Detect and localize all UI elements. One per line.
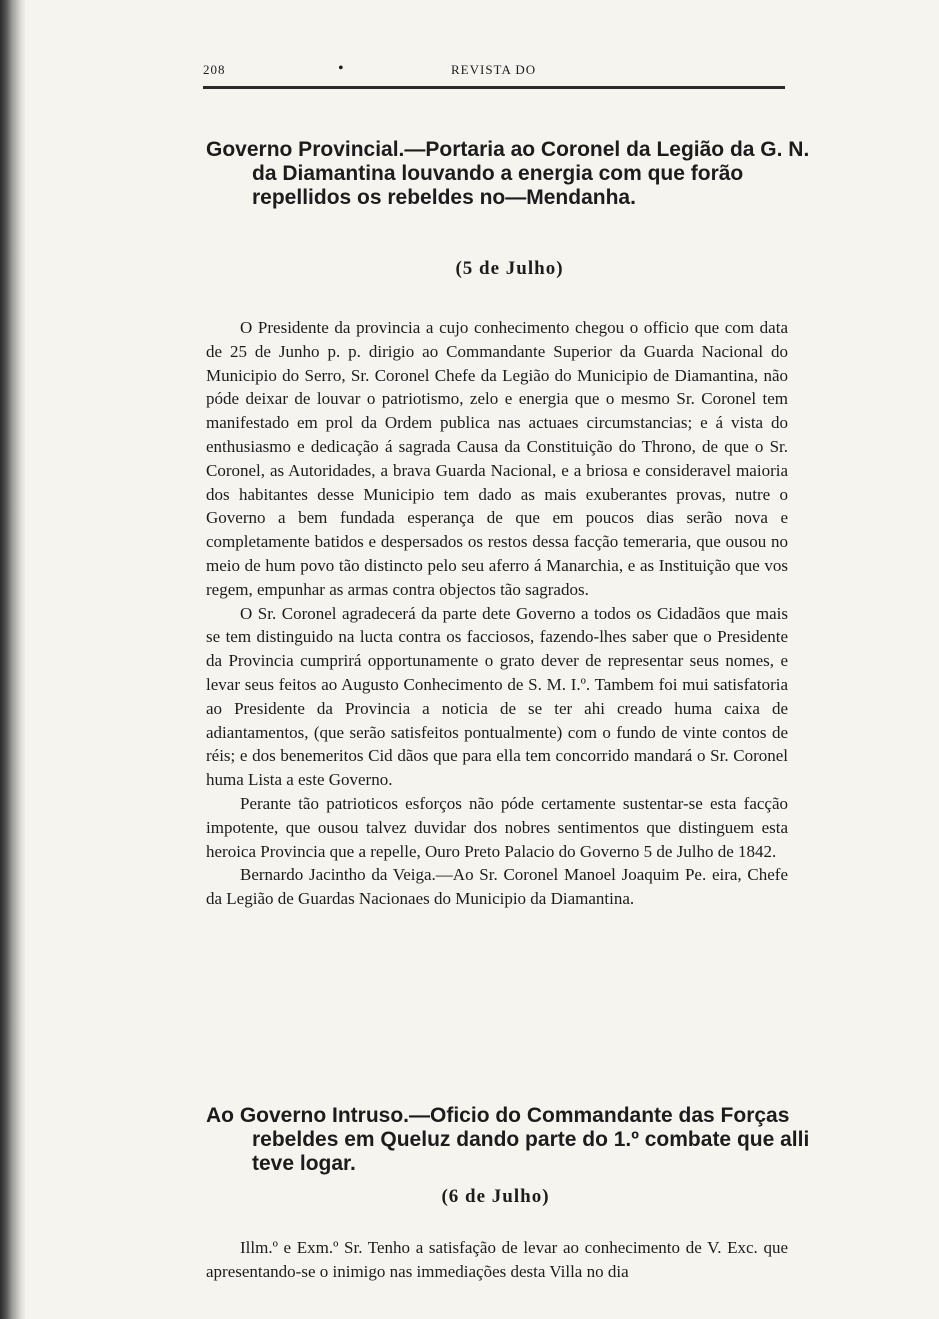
heading-lead: Ao Governo Intruso.: [206, 1104, 410, 1127]
paragraph: O Sr. Coronel agradecerá da parte dete Governo a todos os Cidadãos que mais se tem distinguido na lucta contra os facciosos, fazendo-lhes saber que o Presidente da Provincia cumprirá opportunamente o grato dever de representar seus nomes, e levar seus feitos ao Augusto Conhecimento de S. M. I.º. Tambem foi mui satisfatoria ao Presidente da Provincia a noticia de se ter ahi creado huma caixa de adiantamentos, (que serão satisfeitos pontualmente) com o fundo de vinte contos de réis; e dos benemeritos Cid dãos que para ella tem concorrido mandará o Sr. Coronel huma Lista a este Governo.: [206, 603, 788, 790]
page-number: 208: [203, 62, 226, 77]
running-title: REVISTA DO: [451, 62, 537, 77]
section-body: [206, 316, 788, 911]
paragraph: O Presidente da provincia a cujo conhecimento chegou o officio que com data de 25 de Junho p. p. dirigio ao Commandante Superior da Guarda Nacional do Municipio do Serro, Sr. Coronel Chefe da Legião do Municipio de Diamantina, não póde deixar de louvar o patriotismo, zelo e energia que o mesmo Sr. Coronel tem manifestado em prol da Ordem publica nas actuaes circumstancias; e á vista do enthusiasmo e dedicação á sagrada Causa da Constituição do Throno, de que o Sr. Coronel, as Autoridades, a brava Guarda Nacional, e a briosa e consideravel maioria dos habitantes desse Municipio tem dado as mais exuberantes provas, nutre o Governo a bem fundada esperança de que em poucos dias serão nova e completamente batidos e despersados os restos dessa facção temeraria, que ousou no meio de hum povo tão distincto pelo seu aferro á Manarchia, e as Instituição que vos regem, empunhar as armas contra objectos tão sagrados.: [206, 318, 788, 599]
page-header: [203, 62, 783, 82]
header-rule: [203, 86, 785, 89]
section-heading-governo-provincial: Governo Provincial.—Portaria ao Coronel da Legião da G. N. da Diamantina louvando a energia com que forão repellidos os rebeldes no—Mendanha.: [206, 138, 810, 209]
paragraph: Illm.º e Exm.º Sr. Tenho a satisfação de levar ao conhecimento de V. Exc. que apresentando-se o inimigo nas immediações desta Villa no dia: [206, 1238, 788, 1281]
section-date: (6 de Julho): [441, 1186, 550, 1207]
heading-rest: —Oficio do Commandante das Forças rebeldes em Queluz dando parte do 1.º combate que alli teve logar.: [252, 1104, 810, 1175]
section-body: [206, 1236, 788, 1284]
paragraph: Perante tão patrioticos esforços não póde certamente sustentar-se esta facção impotente, que ousou talvez duvidar dos nobres sentimentos que distinguem esta heroica Provincia que a repelle, Ouro Preto Palacio do Governo 5 de Julho de 1842.: [206, 793, 788, 861]
section-heading-governo-intruso: [206, 1104, 837, 1176]
section-date: (5 de Julho): [455, 258, 564, 279]
signature: Bernardo Jacintho da Veiga.—Ao Sr. Coronel Manoel Joaquim Pe. eira, Chefe da Legião de Guardas Nacionaes do Municipio da Diamantina.: [206, 865, 788, 909]
header-separator: •: [338, 60, 345, 77]
book-binding-edge: [0, 0, 26, 1319]
